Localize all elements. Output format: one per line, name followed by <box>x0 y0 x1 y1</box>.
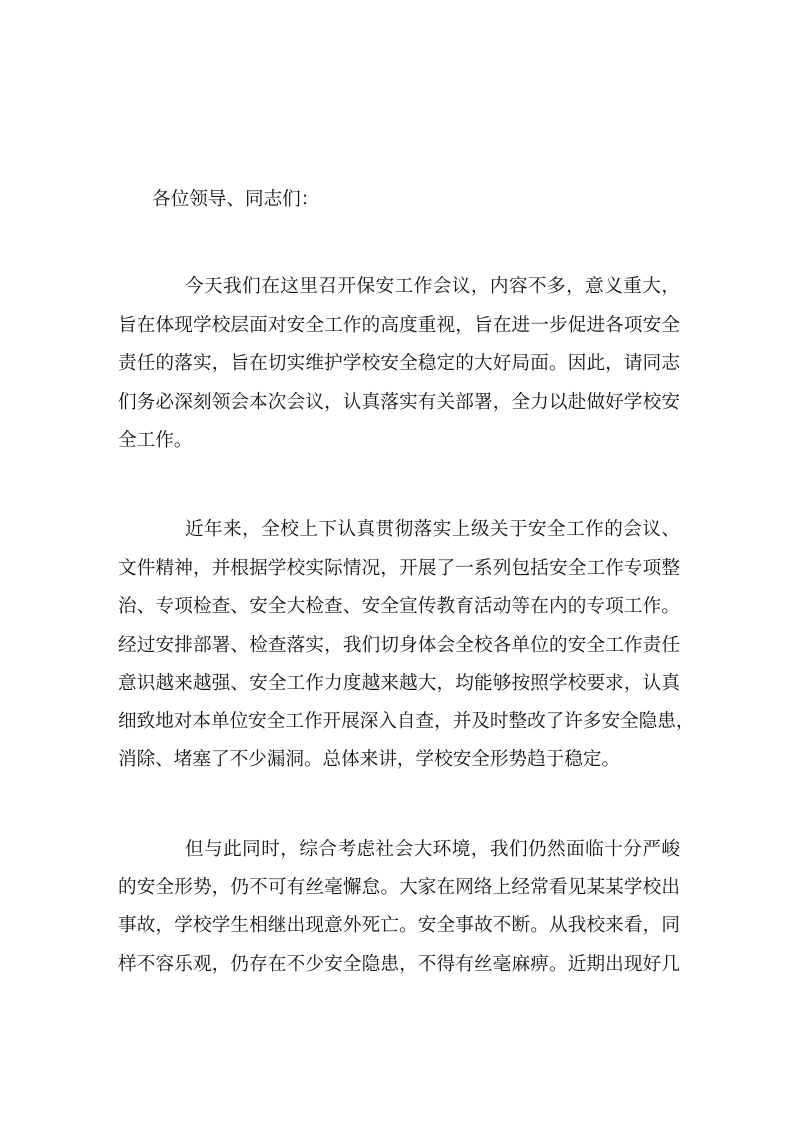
text-line: 的安全形势，仍不可有丝毫懈怠。大家在网络上经常看见某某学校出 <box>118 877 680 898</box>
text-line: 旨在体现学校层面对安全工作的高度重视，旨在进一步促进各项安全 <box>118 315 680 336</box>
text-line: 文件精神，并根据学校实际情况，开展了一系列包括安全工作专项整 <box>118 558 680 579</box>
text-line: 但与此同时，综合考虑社会大环境，我们仍然面临十分严峻 <box>185 839 680 860</box>
text-line: 细致地对本单位安全工作开展深入自查，并及时整改了许多安全隐患， <box>118 711 695 732</box>
text-line: 全工作。 <box>118 430 193 451</box>
text-line: 治、专项检查、安全大检查、安全宣传教育活动等在内的专项工作。 <box>118 596 680 617</box>
text-line: 样不容乐观，仍存在不少安全隐患，不得有丝毫麻痹。近期出现好几 <box>118 954 680 975</box>
text-line: 经过安排部署、检查落实，我们切身体会全校各单位的安全工作责任 <box>118 635 680 656</box>
text-line: 们务必深刻领会本次会议，认真落实有关部署，全力以赴做好学校安 <box>118 392 680 413</box>
text-line: 消除、堵塞了不少漏洞。总体来讲，学校安全形势趋于稳定。 <box>118 749 621 770</box>
text-line: 责任的落实，旨在切实维护学校安全稳定的大好局面。因此，请同志 <box>118 353 680 374</box>
text-line: 今天我们在这里召开保安工作会议，内容不多，意义重大， <box>185 276 680 297</box>
salutation: 各位领导、同志们： <box>152 189 320 210</box>
text-line: 意识越来越强、安全工作力度越来越大，均能够按照学校要求，认真 <box>118 673 680 694</box>
text-line: 事故，学校学生相继出现意外死亡。安全事故不断。从我校来看，同 <box>118 915 680 936</box>
text-line: 近年来，全校上下认真贯彻落实上级关于安全工作的会议、 <box>185 519 680 540</box>
